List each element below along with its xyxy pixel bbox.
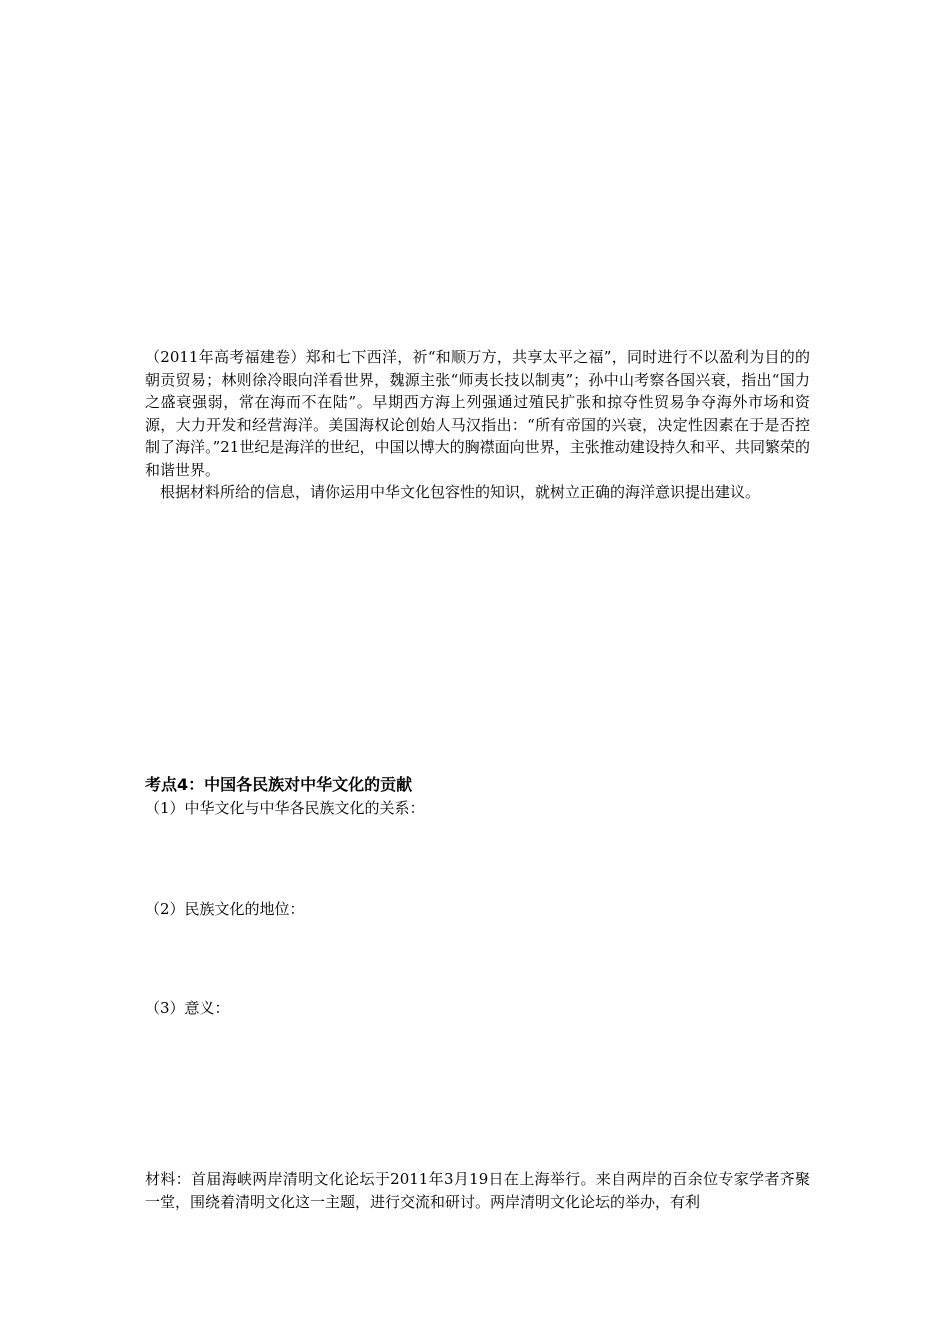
section-item-relationship: （1）中华文化与中华各民族文化的关系： [145,799,425,817]
section-title: 考点4：中国各民族对中华文化的贡献 [145,775,413,794]
bottom-material [145,1168,810,1213]
section-item-status: （2）民族文化的地位： [145,900,305,918]
question-material: （2011年高考福建卷）郑和七下西洋，祈“和顺万方，共享太平之福”，同时进行不以盈利为目的的朝贡贸易；林则徐冷眼向洋看世界，魏源主张“师夷长技以制夷”；孙中山考察各国兴衰，指出“国力之盛衰强弱，常在海而不在陆”。早期西方海上列强通过殖民扩张和掠夺性贸易争夺海外市场和资源，大力开发和经营海洋。美国海权论创始人马汉指出：“所有帝国的兴衰，决定性因素在于是否控制了海洋。”21世纪是海洋的世纪，中国以博大的胸襟面向世界，主张推动建设持久和平、共同繁荣的和谐世界。 [145,348,810,479]
section-item-significance: （3）意义： [145,999,230,1017]
bottom-material-text: 材料：首届海峡两岸清明文化论坛于2011年3月19日在上海举行。来自两岸的百余位专家学者齐聚一堂，围绕着清明文化这一主题，进行交流和研讨。两岸清明文化论坛的举办，有利 [145,1170,810,1211]
question-prompt: 根据材料所给的信息，请你运用中华文化包容性的知识，就树立正确的海洋意识提出建议。 [160,483,761,501]
question-block [145,346,810,504]
